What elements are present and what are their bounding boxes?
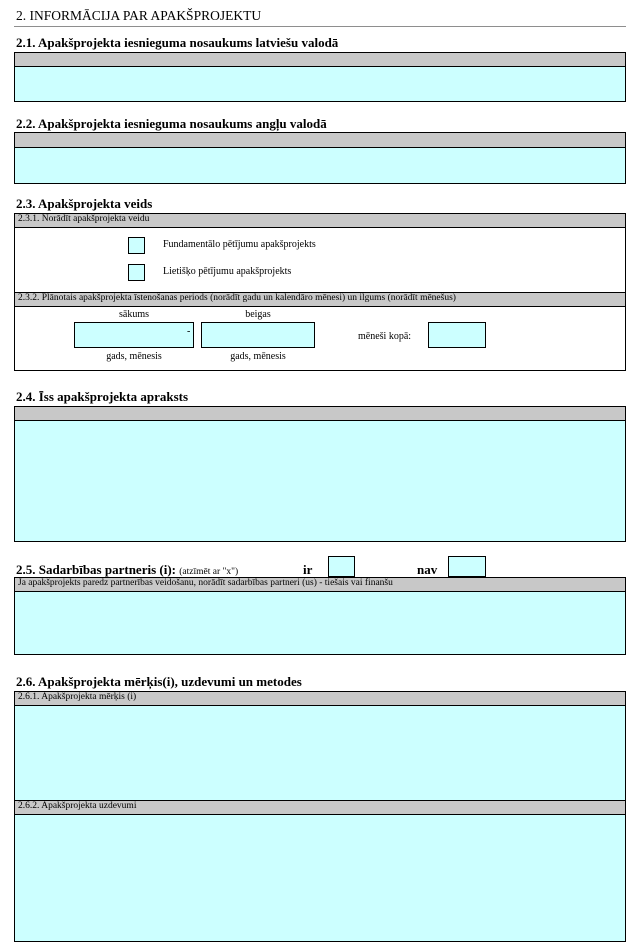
end-label: beigas [245,309,271,320]
goals-input[interactable] [14,705,626,801]
heading-2-5-text: 2.5. Sadarbības partneris (i): [16,562,176,577]
partner-yes-box[interactable] [328,556,355,577]
title-en-input[interactable] [14,147,626,184]
subheading-2-3-2: 2.3.2. Plānotais apakšprojekta īstenošanas periods (norādīt gadu un kalendāro mēnesi) un ilgums (norādīt mēnešus) [18,293,456,303]
title-rule [14,26,626,27]
section-title: 2. INFORMĀCIJA PAR APAKŠPROJEKTU [16,8,262,23]
tasks-input[interactable] [14,814,626,942]
heading-2-6: 2.6. Apakšprojekta mērķis(i), uzdevumi un metodes [16,674,302,689]
label-yes: ir [303,562,313,577]
header-bar-2-4 [14,406,626,421]
partners-input[interactable] [14,591,626,655]
start-label: sākums [119,309,149,320]
heading-2-4: 2.4. Īss apakšprojekta apraksts [16,389,189,404]
partner-no-box[interactable] [448,556,486,577]
subheading-2-3-1: 2.3.1. Norādīt apakšprojekta veidu [18,214,150,224]
heading-2-3: 2.3. Apakšprojekta veids [16,196,153,211]
heading-2-5 [16,562,238,578]
subheading-2-6-1: 2.6.1. Apakšprojekta mērķis (i) [18,692,137,702]
header-bar-2-2 [14,132,626,148]
checkbox-applied[interactable] [128,264,145,281]
start-hint: gads, mēnesis [106,351,162,362]
subheading-2-5: Ja apakšprojekts paredz partnerības veidošanu, norādīt sadarbības partneri (us) - tiešais vai finanšu [18,578,393,588]
months-total-input[interactable] [428,322,486,348]
months-total-label: mēneši kopā: [358,331,412,342]
end-date-input[interactable] [201,322,315,348]
description-input[interactable] [14,420,626,542]
header-bar-2-1 [14,52,626,67]
label-applied: Lietišķo pētījumu apakšprojekts [163,266,292,277]
heading-2-5-note: (atzīmēt ar "x") [179,567,239,577]
label-fundamental: Fundamentālo pētījumu apakšprojekts [163,239,316,250]
checkbox-fundamental[interactable] [128,237,145,254]
label-no: nav [417,562,438,577]
dash-separator: - [187,326,191,337]
end-hint: gads, mēnesis [230,351,286,362]
heading-2-2: 2.2. Apakšprojekta iesnieguma nosaukums angļu valodā [16,116,327,131]
title-lv-input[interactable] [14,66,626,102]
subheading-2-6-2: 2.6.2. Apakšprojekta uzdevumi [18,801,137,811]
start-date-input[interactable] [74,322,194,348]
heading-2-1: 2.1. Apakšprojekta iesnieguma nosaukums latviešu valodā [16,35,339,50]
